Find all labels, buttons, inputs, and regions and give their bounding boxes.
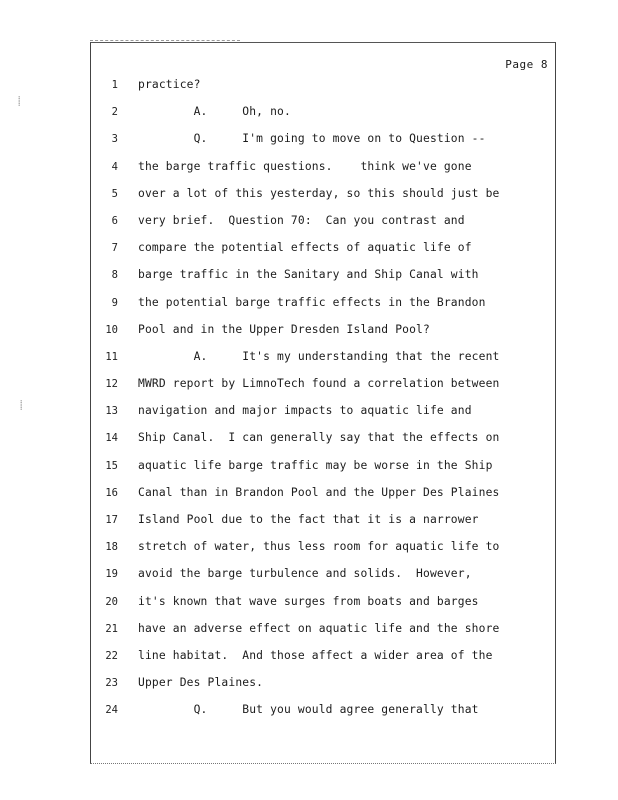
transcript-line: avoid the barge turbulence and solids. However,: [138, 567, 472, 581]
transcript-line: have an adverse effect on aquatic life and the shore: [138, 621, 500, 635]
line-number: 19: [105, 568, 118, 581]
line-number: 7: [111, 242, 118, 255]
line-number: 17: [105, 514, 118, 526]
line-number: 6: [111, 214, 118, 227]
transcript-line: very brief. Question 70: Can you contrast and: [138, 213, 465, 227]
line-number: 4: [111, 160, 118, 173]
transcript-line: the barge traffic questions. think we've gone: [138, 159, 472, 173]
transcript-line: Upper Des Plaines.: [138, 676, 264, 690]
margin-mark: ⸽: [18, 97, 21, 107]
transcript-line: A. Oh, no.: [138, 105, 291, 119]
transcript-line: navigation and major impacts to aquatic life and: [138, 404, 472, 418]
line-number: 14: [105, 432, 118, 445]
line-number: 24: [105, 704, 118, 717]
transcript-line: Canal than in Brandon Pool and the Upper Des Plaines: [138, 485, 500, 499]
line-number: 1: [111, 79, 118, 91]
line-number: 12: [105, 378, 118, 391]
page-number: Page 8: [505, 58, 548, 71]
line-number: 23: [105, 677, 118, 690]
transcript-line: barge traffic in the Sanitary and Ship Canal with: [138, 268, 479, 282]
line-number: 15: [105, 459, 118, 472]
line-number: 3: [111, 133, 118, 146]
transcript-line: Q. But you would agree generally that: [138, 703, 479, 717]
transcript-line: Q. I'm going to move on to Question --: [138, 132, 486, 146]
margin-mark: ⸽: [20, 401, 23, 411]
transcript-line: Pool and in the Upper Dresden Island Pool?: [138, 322, 430, 336]
transcript-line: compare the potential effects of aquatic life of: [138, 241, 472, 255]
transcript-line: Ship Canal. I can generally say that the effects on: [138, 431, 500, 445]
line-number: 5: [111, 187, 118, 200]
transcript-line: over a lot of this yesterday, so this should just be: [138, 186, 500, 200]
line-number: 2: [111, 106, 118, 119]
transcript-line: the potential barge traffic effects in the Brandon: [138, 295, 486, 309]
line-number: 22: [105, 649, 118, 662]
transcript-line: MWRD report by LimnoTech found a correlation between: [138, 377, 500, 391]
transcript-line: Island Pool due to the fact that it is a narrower: [138, 513, 479, 526]
line-number: 16: [105, 486, 118, 499]
line-number: 8: [111, 269, 118, 282]
line-number: 20: [105, 595, 118, 608]
line-number: 11: [105, 350, 118, 363]
line-number: 10: [105, 323, 118, 336]
line-number: 21: [105, 622, 118, 635]
transcript-line: line habitat. And those affect a wider area of the: [138, 648, 493, 662]
transcript-line: practice?: [138, 78, 201, 91]
transcript-line: A. It's my understanding that the recent: [138, 349, 500, 363]
transcript-line: aquatic life barge traffic may be worse in the Ship: [138, 458, 493, 472]
transcript-line: stretch of water, thus less room for aquatic life to: [138, 540, 500, 554]
line-number: 18: [105, 541, 118, 554]
line-number: 9: [111, 296, 118, 309]
transcript-line: it's known that wave surges from boats and barges: [138, 594, 479, 608]
transcript-body: [138, 76, 550, 729]
line-number-column: [96, 76, 118, 729]
line-number: 13: [105, 405, 118, 418]
